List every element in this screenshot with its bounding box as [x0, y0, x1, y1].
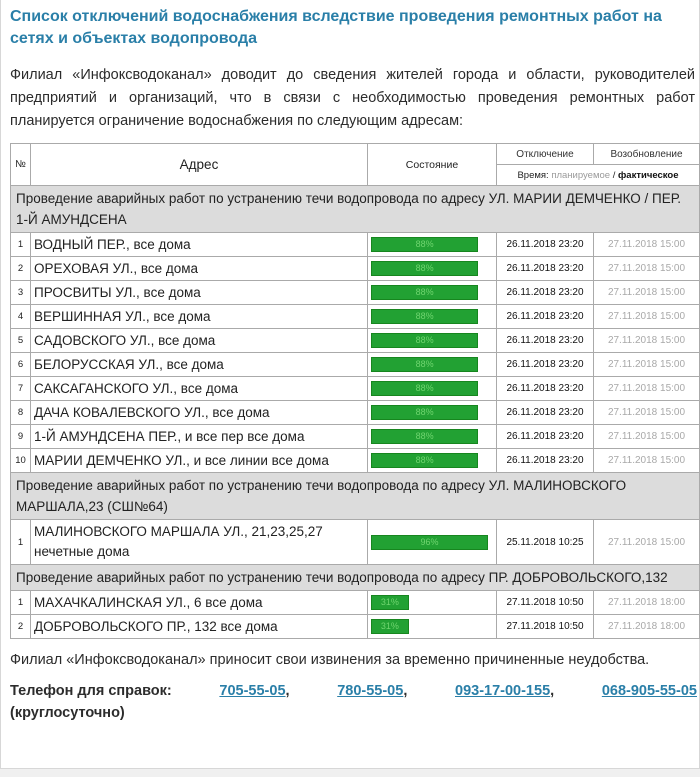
table-row	[11, 353, 700, 377]
row-number: 10	[11, 449, 31, 473]
progress-bar: 88%	[371, 429, 478, 444]
phone-link-3[interactable]: 093-17-00-155	[455, 683, 551, 699]
row-address: МАЛИНОВСКОГО МАРШАЛА УЛ., 21,23,25,27 нечетные дома	[31, 520, 368, 565]
row-off-time: 27.11.2018 10:50	[497, 615, 594, 639]
col-header-off: Отключение	[497, 144, 594, 165]
progress-bar: 88%	[371, 453, 478, 468]
table-row	[11, 377, 700, 401]
table-row	[11, 281, 700, 305]
phones-label: Телефон для справок:	[10, 683, 172, 699]
progress-bar: 31%	[371, 619, 409, 634]
outage-table	[10, 143, 700, 639]
row-off-time: 26.11.2018 23:20	[497, 401, 594, 425]
row-resume-time: 27.11.2018 15:00	[594, 257, 700, 281]
row-address: ДОБРОВОЛЬСКОГО ПР., 132 все дома	[31, 615, 368, 639]
phone-2-wrap	[337, 680, 407, 702]
group-row	[11, 186, 700, 233]
phone-1-wrap	[219, 680, 289, 702]
table-row	[11, 329, 700, 353]
row-off-time: 26.11.2018 23:20	[497, 425, 594, 449]
row-number: 8	[11, 401, 31, 425]
row-resume-time: 27.11.2018 15:00	[594, 233, 700, 257]
row-resume-time: 27.11.2018 15:00	[594, 520, 700, 565]
table-row	[11, 615, 700, 639]
row-resume-time: 27.11.2018 18:00	[594, 591, 700, 615]
row-resume-time: 27.11.2018 15:00	[594, 329, 700, 353]
row-resume-time: 27.11.2018 15:00	[594, 281, 700, 305]
group-title: Проведение аварийных работ по устранению течи водопровода по адресу ПР. ДОБРОВОЛЬСКОГО,132	[11, 565, 700, 591]
progress-bar: 88%	[371, 405, 478, 420]
row-address: ВЕРШИННАЯ УЛ., все дома	[31, 305, 368, 329]
row-state	[368, 233, 497, 257]
row-number: 1	[11, 520, 31, 565]
row-number: 1	[11, 233, 31, 257]
row-resume-time: 27.11.2018 18:00	[594, 615, 700, 639]
row-address: МАРИИ ДЕМЧЕНКО УЛ., и все линии все дома	[31, 449, 368, 473]
row-address: МАХАЧКАЛИНСКАЯ УЛ., 6 все дома	[31, 591, 368, 615]
row-off-time: 26.11.2018 23:20	[497, 449, 594, 473]
row-address: ДАЧА КОВАЛЕВСКОГО УЛ., все дома	[31, 401, 368, 425]
time-legend-actual: фактическое	[617, 169, 679, 181]
apology-text: Филиал «Инфоксводоканал» приносит свои извинения за временно причиненные неудобства.	[10, 652, 650, 668]
intro-text: Филиал «Инфоксводоканал» доводит до сведения жителей города и области, руководителей предприятий и организаций, что в связи с необходимостью проведения ремонтных работ планируется ограничение водоснабжения по следующим адресам:	[10, 67, 695, 129]
progress-bar: 88%	[371, 333, 478, 348]
col-header-state: Состояние	[368, 144, 497, 186]
row-off-time: 26.11.2018 23:20	[497, 305, 594, 329]
row-state	[368, 520, 497, 565]
row-off-time: 26.11.2018 23:20	[497, 281, 594, 305]
progress-bar: 88%	[371, 285, 478, 300]
time-legend-planned: планируемое	[551, 169, 611, 181]
row-resume-time: 27.11.2018 15:00	[594, 377, 700, 401]
progress-bar: 96%	[371, 535, 488, 550]
phones-line	[10, 680, 697, 702]
row-resume-time: 27.11.2018 15:00	[594, 449, 700, 473]
table-body	[11, 186, 700, 639]
row-address: БЕЛОРУССКАЯ УЛ., все дома	[31, 353, 368, 377]
progress-bar: 88%	[371, 309, 478, 324]
row-address: ОРЕХОВАЯ УЛ., все дома	[31, 257, 368, 281]
table-row	[11, 257, 700, 281]
phone-link-4[interactable]: 068-905-55-05	[601, 683, 697, 699]
row-state	[368, 401, 497, 425]
progress-bar: 88%	[371, 381, 478, 396]
progress-bar: 88%	[371, 261, 478, 276]
time-legend-sep: /	[612, 169, 616, 181]
row-number: 4	[11, 305, 31, 329]
page-title: Список отключений водоснабжения вследствие проведения ремонтных работ на сетях и объектах водопровода	[10, 8, 662, 47]
phones-tail: (круглосуточно)	[10, 705, 125, 721]
row-resume-time: 27.11.2018 15:00	[594, 401, 700, 425]
col-header-num: №	[11, 144, 31, 186]
phone-separator: ,	[403, 683, 408, 699]
col-header-address: Адрес	[31, 144, 368, 186]
phone-separator: ,	[285, 683, 290, 699]
phone-link-1[interactable]: 705-55-05	[219, 683, 286, 699]
phone-3-wrap	[455, 680, 554, 702]
time-legend-label: Время:	[517, 169, 549, 181]
table-row	[11, 425, 700, 449]
row-address: САКСАГАНСКОГО УЛ., все дома	[31, 377, 368, 401]
row-state	[368, 591, 497, 615]
row-resume-time: 27.11.2018 15:00	[594, 353, 700, 377]
row-number: 9	[11, 425, 31, 449]
row-number: 2	[11, 615, 31, 639]
phone-separator: ,	[550, 683, 555, 699]
row-address: ПРОСВИТЫ УЛ., все дома	[31, 281, 368, 305]
row-state	[368, 329, 497, 353]
row-number: 6	[11, 353, 31, 377]
progress-bar: 88%	[371, 237, 478, 252]
group-row	[11, 565, 700, 591]
time-legend	[497, 165, 700, 186]
row-state	[368, 377, 497, 401]
row-state	[368, 257, 497, 281]
group-title: Проведение аварийных работ по устранению течи водопровода по адресу УЛ. МАЛИНОВСКОГО МАРШАЛА,23 (СШ№64)	[11, 473, 700, 520]
progress-bar: 88%	[371, 357, 478, 372]
row-number: 5	[11, 329, 31, 353]
row-off-time: 26.11.2018 23:20	[497, 257, 594, 281]
row-off-time: 26.11.2018 23:20	[497, 353, 594, 377]
group-row	[11, 473, 700, 520]
row-off-time: 26.11.2018 23:20	[497, 233, 594, 257]
row-state	[368, 425, 497, 449]
row-number: 1	[11, 591, 31, 615]
col-header-on: Возобновление	[594, 144, 700, 165]
row-off-time: 26.11.2018 23:20	[497, 377, 594, 401]
row-address: ВОДНЫЙ ПЕР., все дома	[31, 233, 368, 257]
row-number: 3	[11, 281, 31, 305]
row-state	[368, 615, 497, 639]
row-state	[368, 449, 497, 473]
group-title: Проведение аварийных работ по устранению течи водопровода по адресу УЛ. МАРИИ ДЕМЧЕНКО / ПЕР. 1-Й АМУНДСЕНА	[11, 186, 700, 233]
row-off-time: 25.11.2018 10:25	[497, 520, 594, 565]
row-address: САДОВСКОГО УЛ., все дома	[31, 329, 368, 353]
row-state	[368, 353, 497, 377]
row-state	[368, 281, 497, 305]
table-row	[11, 233, 700, 257]
row-resume-time: 27.11.2018 15:00	[594, 425, 700, 449]
row-off-time: 26.11.2018 23:20	[497, 329, 594, 353]
row-off-time: 27.11.2018 10:50	[497, 591, 594, 615]
row-address: 1-Й АМУНДСЕНА ПЕР., и все пер все дома	[31, 425, 368, 449]
row-state	[368, 305, 497, 329]
table-row	[11, 401, 700, 425]
phone-link-2[interactable]: 780-55-05	[337, 683, 404, 699]
row-number: 7	[11, 377, 31, 401]
table-row	[11, 449, 700, 473]
table-row	[11, 591, 700, 615]
progress-bar: 31%	[371, 595, 409, 610]
row-number: 2	[11, 257, 31, 281]
table-row	[11, 520, 700, 565]
row-resume-time: 27.11.2018 15:00	[594, 305, 700, 329]
table-row	[11, 305, 700, 329]
